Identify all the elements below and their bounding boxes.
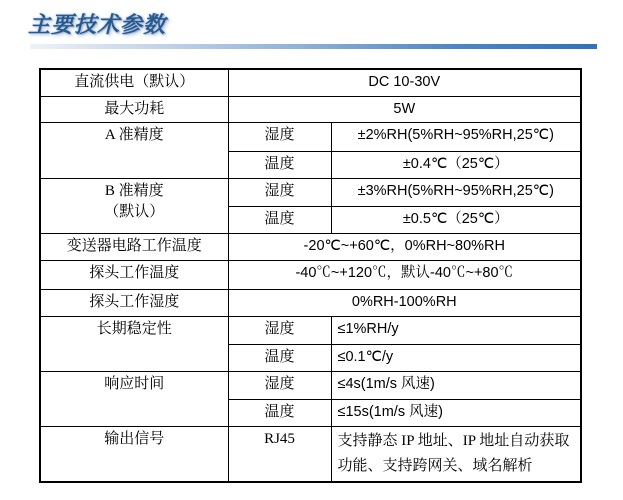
- param-value: ≤4s(1m/s 风速): [331, 371, 581, 399]
- param-value: ±2%RH(5%RH~95%RH,25℃): [331, 122, 581, 151]
- param-value: ≤0.1℃/y: [331, 344, 581, 371]
- param-label: A 准精度: [40, 122, 228, 178]
- param-subtype: 湿度: [228, 371, 331, 399]
- param-value: -20℃~+60℃，0%RH~80%RH: [228, 233, 581, 260]
- param-label-line1: B 准精度: [104, 182, 164, 199]
- param-value: ±0.4℃（25℃）: [331, 151, 581, 178]
- param-label: 响应时间: [40, 371, 228, 426]
- title-underline-bar: [30, 44, 597, 49]
- param-value: ≤15s(1m/s 风速): [331, 399, 581, 426]
- param-subtype: 温度: [228, 151, 331, 178]
- param-subtype: 湿度: [228, 178, 331, 206]
- param-label: 直流供电（默认）: [40, 69, 228, 96]
- param-label: 探头工作湿度: [40, 289, 228, 316]
- param-subtype: 温度: [228, 344, 331, 371]
- param-value: 5W: [228, 96, 581, 122]
- param-subtype: 湿度: [228, 316, 331, 344]
- table-row: [40, 178, 581, 206]
- param-label: 输出信号: [40, 426, 228, 482]
- param-value: ≤1%RH/y: [331, 316, 581, 344]
- param-value: DC 10-30V: [228, 69, 581, 96]
- param-value: ±0.5℃（25℃）: [331, 206, 581, 233]
- table-row: [40, 289, 581, 316]
- param-subtype: RJ45: [228, 426, 331, 482]
- param-value: -40℃~+120℃，默认-40℃~+80℃: [228, 260, 581, 289]
- param-value: 0%RH-100%RH: [228, 289, 581, 316]
- table-row: [40, 122, 581, 151]
- param-subtype: 湿度: [228, 122, 331, 151]
- param-label: 最大功耗: [40, 96, 228, 122]
- param-subtype: 温度: [228, 399, 331, 426]
- table-row: [40, 96, 581, 122]
- table-row: [40, 426, 581, 482]
- table-row: [40, 69, 581, 96]
- param-value: ±3%RH(5%RH~95%RH,25℃): [331, 178, 581, 206]
- table-row: [40, 316, 581, 344]
- param-label: 探头工作温度: [40, 260, 228, 289]
- table-row: [40, 371, 581, 399]
- table-row: [40, 233, 581, 260]
- spec-table: [39, 68, 582, 483]
- param-value: 支持静态 IP 地址、IP 地址自动获取功能、支持跨网关、域名解析: [331, 426, 581, 482]
- param-label: 变送器电路工作温度: [40, 233, 228, 260]
- table-row: [40, 260, 581, 289]
- param-subtype: 温度: [228, 206, 331, 233]
- param-label: 长期稳定性: [40, 316, 228, 371]
- param-label-line2: （默认）: [104, 203, 165, 220]
- param-label: [40, 178, 228, 233]
- page-title: 主要技术参数: [28, 12, 167, 37]
